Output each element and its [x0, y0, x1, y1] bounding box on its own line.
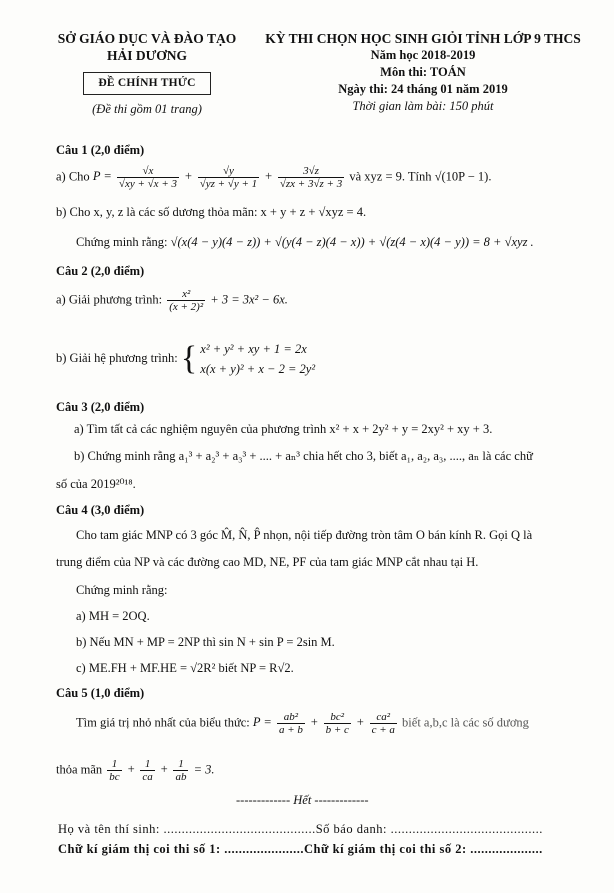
- q5-p1-suffix: biết a,b,c là các số dương: [402, 715, 529, 730]
- q5-p2-suffix: = 3.: [193, 762, 215, 777]
- q3-a: a) Tìm tất cả các nghiệm nguyên của phương trình x² + x + 2y² + y = 2xy² + xy + 3.: [74, 422, 493, 436]
- q2-title: Câu 2 (2,0 điểm): [56, 264, 145, 278]
- q2-b-eq1: x² + y² + xy + 1 = 2x: [200, 342, 307, 356]
- q5-p1-prefix: Tìm giá trị nhỏ nhất của biểu thức:: [76, 715, 250, 730]
- q2-b-prefix: b) Giải hệ phương trình:: [56, 350, 178, 365]
- header-right: [248, 30, 598, 115]
- q2-b: [56, 339, 315, 379]
- q1-b2: [76, 235, 534, 250]
- q2-a-prefix: a) Giải phương trình:: [56, 292, 163, 307]
- pages-note: (Đề thi gồm 01 trang): [92, 102, 202, 116]
- q5-p2-prefix: thỏa mãn: [56, 762, 103, 777]
- exam-title: KỲ THI CHỌN HỌC SINH GIỎI TỈNH LỚP 9 THCS: [265, 31, 581, 46]
- q3-title: Câu 3 (2,0 điểm): [56, 400, 145, 414]
- q1-b2-prefix: Chứng minh rằng:: [76, 235, 168, 249]
- q4-p3: Chứng minh rằng:: [76, 583, 168, 597]
- q1-a-end: √(10P − 1).: [434, 169, 492, 184]
- q5-title: Câu 5 (1,0 điểm): [56, 686, 145, 700]
- subject: Môn thi: TOÁN: [380, 65, 466, 79]
- department-line-1: SỞ GIÁO DỤC VÀ ĐÀO TẠO: [57, 31, 237, 46]
- header-left: [52, 30, 242, 118]
- q2-a: a) Giải phương trình: $\frac{\text{x²}}{\text{(x + 2)²}}$ + 3 = 3x² − 6x.: [56, 288, 288, 313]
- official-badge: ĐỀ CHÍNH THỨC: [83, 72, 210, 95]
- q4-p1: Cho tam giác MNP có 3 góc M̂, N̂, P̂ nhọn, nội tiếp đường tròn tâm O bán kính R. Gọi Q là: [76, 528, 533, 542]
- duration: Thời gian làm bài: 150 phút: [352, 99, 494, 113]
- department-line-2: HẢI DƯƠNG: [106, 48, 188, 63]
- system-brace: {: [180, 340, 198, 377]
- q4-p2: trung điểm của NP và các đường cao MD, NE, PF của tam giác MNP cắt nhau tại H.: [56, 555, 479, 569]
- q1-b1: b) Cho x, y, z là các số dương thỏa mãn: x + y + z + √xyz = 4.: [56, 205, 367, 219]
- exam-date: Ngày thi: 24 tháng 01 năm 2019: [338, 82, 508, 96]
- q5-p1: [76, 711, 529, 736]
- q2-b-eq2: x(x + y)² + x − 2 = 2y²: [200, 362, 316, 376]
- candidate-info-line: Họ và tên thí sinh: ..........................................Số báo danh: ..........................................: [58, 822, 543, 836]
- q1-b2-expr: √(x(4 − y)(4 − z)) + √(y(4 − z)(4 − x)) + √(z(4 − x)(4 − y)) = 8 + √xyz .: [170, 235, 534, 249]
- q1-a-prefix: a) Cho: [56, 169, 90, 184]
- q5-expression: P = $\frac{\text{ab²}}{a + b}$ + $\frac{\text{bc²}}{b + c}$ + $\frac{\text{ca²}}{c + a}$: [252, 711, 395, 736]
- school-year: Năm học 2018-2019: [370, 48, 476, 62]
- q4-b: b) Nếu MN + MP = 2NP thì sin N + sin P = 2sin M.: [76, 635, 335, 649]
- q4-c: c) ME.FH + MF.HE = √2R² biết NP = R√2.: [76, 661, 294, 675]
- q4-title: Câu 4 (3,0 điểm): [56, 503, 145, 517]
- q1-a-mid: và xyz = 9. Tính: [349, 169, 432, 184]
- q3-b1: b) Chứng minh rằng a₁³ + a₂³ + a₃³ + .... + aₙ³ chia hết cho 3, biết a₁, a₂, a₃, ...., aₙ là các chữ: [74, 449, 533, 463]
- q4-a: a) MH = 2OQ.: [76, 609, 150, 623]
- q5-condition: $\frac{1}{bc}$ + $\frac{1}{ca}$ + $\frac{1}{ab}$: [109, 758, 187, 783]
- q3-b2: số của 2019²⁰¹⁸.: [56, 477, 136, 491]
- end-mark: ------------- Hết -------------: [236, 793, 369, 807]
- q1-a-formula: P = $\frac{√x}{√xy + √x + 3}$ + $\frac{√y}{√yz + √y + 1}$ + $\frac{3√z}{√zx + 3√z + 3}$: [92, 165, 343, 190]
- signature-line: Chữ kí giám thị coi thi số 1: ......................Chữ kí giám thị coi thi số 2: ....................: [58, 842, 543, 856]
- q1-title: Câu 1 (2,0 điểm): [56, 143, 145, 157]
- q2-a-rest: + 3 = 3x² − 6x.: [210, 292, 288, 307]
- q5-p2: [56, 758, 215, 783]
- q1-a: [56, 165, 491, 190]
